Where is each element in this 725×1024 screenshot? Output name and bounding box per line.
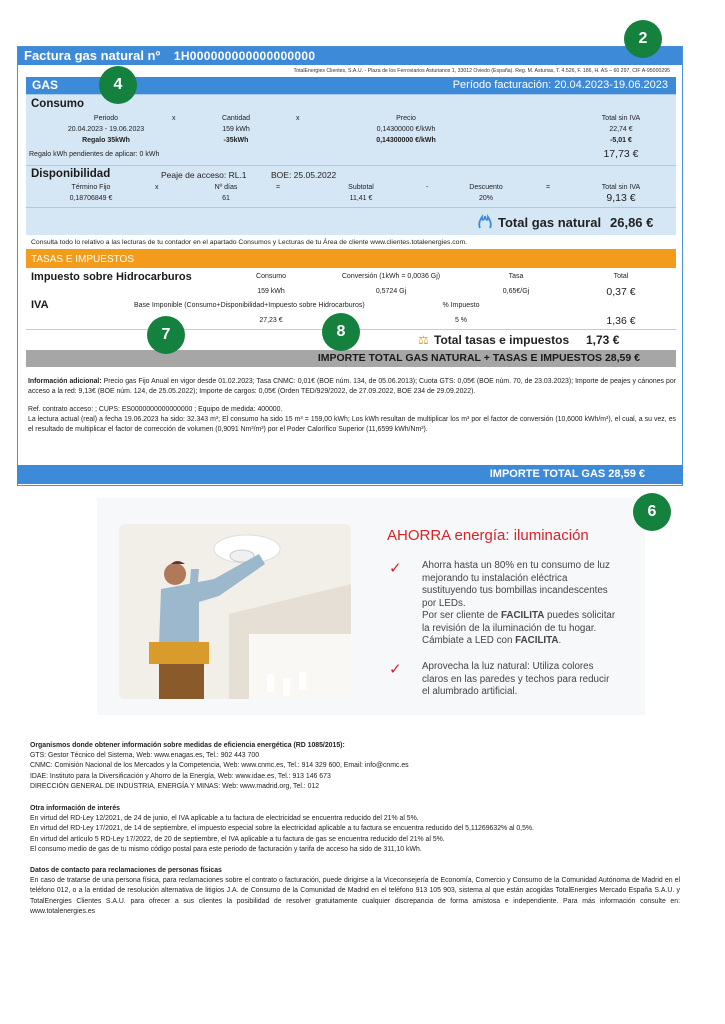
facilita-brand: FACILITA xyxy=(500,610,545,621)
termino-fijo-value: 0,18706849 € xyxy=(69,195,113,202)
promo-line: claros en las paredes y techos para reducir xyxy=(422,673,610,685)
other-info-item: El consumo medio de gas de tu mismo código postal para este periodo de facturación y tarifa de acceso ha sido de 311,10 kWh. xyxy=(30,845,422,853)
row1-total: 22,74 € xyxy=(609,126,633,133)
iva-total: 1,36 € xyxy=(606,315,636,327)
op-minus: - xyxy=(426,184,429,191)
additional-info-text: Precio gas Fijo Anual en vigor desde 01.02.2023; Tasa CNMC: 0,01€ (BOE núm. 134, de 05.06.2013); Cuota GTS: 0,05€ (BOE núm. 70, de 23.03.2023); Importe de peajes y cánones por acceso a la red: 9,13€ (BOE núm. 124, de 25.05.2022); Importe de cargos: 0,05€ (Orden TED/929/2022, de 27.09.2022, BOE 234 de 29.09.2022). xyxy=(28,378,676,395)
promo-text: puedes solicitar xyxy=(544,610,616,621)
promo-line: por LEDs. xyxy=(422,597,466,609)
op-x2: x xyxy=(296,115,300,122)
additional-info-label: Información adicional: xyxy=(28,378,102,385)
invoice-title: Factura gas natural nº xyxy=(24,48,161,63)
consumo-title: Consumo xyxy=(31,98,85,110)
peaje-acceso: Peaje de acceso: RL.1 xyxy=(161,170,247,180)
importe-total-gas-tasas: IMPORTE TOTAL GAS NATURAL + TASAS E IMPUESTOS 28,59 € xyxy=(26,350,676,367)
contract-reference: Ref. contrato acceso: ; CUPS: ES0000000000000000 ; Equipo de medida: 400000. xyxy=(28,406,283,413)
consumo-subtotal: 17,73 € xyxy=(603,148,639,160)
other-info xyxy=(30,804,680,855)
promo-line: sustituyendo tus bombillas incandescentes xyxy=(422,585,608,596)
descuento-value: 20% xyxy=(478,195,493,202)
boe-date: BOE: 25.05.2022 xyxy=(271,170,337,180)
promo-bullet-1 xyxy=(422,560,615,648)
tasas-header: TASAS E IMPUESTOS xyxy=(26,251,676,268)
pending-gift-note: Regalo kWh pendientes de aplicar: 0 kWh xyxy=(29,151,160,158)
annotation-badge-8: 8 xyxy=(322,313,360,351)
op-eq2: = xyxy=(546,184,551,191)
hidro-tasa: 0,65€/Gj xyxy=(502,288,530,295)
electrician-installing-ceiling-light-photo xyxy=(119,524,351,699)
op-x: x xyxy=(155,184,159,191)
annotation-badge-6: 6 xyxy=(633,493,671,531)
iva-title: IVA xyxy=(31,299,49,311)
col-consumo: Consumo xyxy=(256,273,286,280)
promo-text: . xyxy=(558,635,562,646)
row2-cantidad: -35kWh xyxy=(223,137,249,144)
total-tasas-value: 1,73 € xyxy=(586,333,620,347)
col-conversion: Conversión (1kWh = 0,0036 Gj) xyxy=(341,273,441,280)
row1-cantidad: 159 kWh xyxy=(222,126,250,133)
total-gas-value: 26,86 € xyxy=(610,215,654,230)
col-tasa: Tasa xyxy=(508,273,524,280)
promo-line xyxy=(422,635,615,648)
col-precio: Precio xyxy=(396,115,416,122)
hidrocarburos-title: Impuesto sobre Hidrocarburos xyxy=(31,271,192,283)
col-dias: Nº días xyxy=(214,184,238,191)
hidro-consumo: 159 kWh xyxy=(257,288,285,295)
total-gas-row xyxy=(26,207,676,235)
organism-item: IDAE: Instituto para la Diversificación y Ahorro de la Energía, Web: www.idae.es, Tel.: 913 146 673 xyxy=(30,772,331,780)
total-tasas-label: Total tasas e impuestos xyxy=(434,333,570,347)
gas-flame-icon xyxy=(478,214,492,235)
promo-line: mejorando tu instalación eléctrica xyxy=(422,572,568,584)
readings-note: Consulta todo lo relativo a las lecturas de tu contador en el apartado Consumos y Lecturas de tu Área de cliente www.clientes.totalenergies.com. xyxy=(26,235,676,251)
complaints-title: Datos de contacto para reclamaciones de personas físicas xyxy=(30,867,222,874)
organisms-title: Organismos donde obtener información sobre medidas de eficiencia energética (RD 1085/2015): xyxy=(30,742,345,749)
meter-reading-info: La lectura actual (real) a fecha 19.06.2023 ha sido: 32.343 m³; El consumo ha sido 15 m³ = 159,00 kWh; Los kWh resultan de multiplicar los m³ por el factor de conversión (10,6000 kWh/m³), el cual, a su vez, es el resultado de multiplicar el factor de corrección de volumen (0,9091 Nm³/m³) por el Poder Calorífico Superior (11,6599 kWh/Nm³). xyxy=(28,416,676,433)
annotation-badge-4: 4 xyxy=(99,66,137,104)
hidro-total: 0,37 € xyxy=(606,286,636,298)
other-info-item: En virtud del RD-Ley 17/2021, de 14 de septiembre, el impuesto especial sobre la electricidad aplicable a tu factura se encuentra reducido del 5,11269632% al 0,5%. xyxy=(30,825,534,833)
promo-bullet-2 xyxy=(422,661,609,699)
promo-title: AHORRA energía: iluminación xyxy=(387,527,589,544)
complaints-contact xyxy=(30,866,680,917)
col-total: Total sin IVA xyxy=(601,115,641,122)
dias-value: 61 xyxy=(222,195,230,202)
promo-line: la revisión de la iluminación de tu hogar. xyxy=(422,622,597,634)
consumo-section xyxy=(26,94,676,165)
checkmark-icon: ✓ xyxy=(389,560,402,577)
row1-periodo: 20.04.2023 - 19.06.2023 xyxy=(67,126,145,133)
facilita-brand: FACILITA xyxy=(515,635,559,646)
row1-precio: 0,14300000 €/kWh xyxy=(376,126,436,133)
iva-pct: 5 % xyxy=(454,317,468,324)
other-info-title: Otra información de interés xyxy=(30,805,120,812)
annotation-badge-2: 2 xyxy=(624,20,662,58)
col-pct-impuesto: % Impuesto xyxy=(442,302,480,309)
annotation-badge-7: 7 xyxy=(147,316,185,354)
promo-line: Ahorra hasta un 80% en tu consumo de luz xyxy=(422,560,610,571)
checkmark-icon: ✓ xyxy=(389,661,402,678)
row2-precio: 0,14300000 €/kWh xyxy=(376,137,436,144)
company-info: TotalEnergies Clientes, S.A.U. - Plaza de los Ferroviarios Asturianos 1, 33012 Oviedo (España). Reg. M. Asturias, T. 4.526, F. 186, H. AS – 60 297, CIF A-95000295 xyxy=(293,68,670,74)
scales-icon: ⚖ xyxy=(418,333,429,347)
energy-saving-promo xyxy=(97,498,645,715)
gas-invoice xyxy=(17,46,683,486)
iva-base: 27,23 € xyxy=(259,317,283,324)
promo-line xyxy=(422,610,615,623)
invoice-title-bar xyxy=(18,47,682,65)
col-total-disp: Total sin IVA xyxy=(601,184,641,191)
promo-line: el alumbrado artificial. xyxy=(422,686,518,697)
col-total-tasas: Total xyxy=(613,273,629,280)
organism-item: CNMC: Comisión Nacional de los Mercados y la Competencia, Web: www.cnmc.es, Tel.: 914 329 600, Email: info@cnmc.es xyxy=(30,762,409,770)
col-termino-fijo: Término Fijo xyxy=(71,184,111,191)
op-eq1: = xyxy=(276,184,281,191)
importe-total-gas: IMPORTE TOTAL GAS 28,59 € xyxy=(17,465,683,484)
col-subtotal: Subtotal xyxy=(348,184,374,191)
col-cantidad: Cantidad xyxy=(221,115,251,122)
billing-period: Período facturación: 20.04.2023-19.06.2023 xyxy=(452,79,668,91)
organism-item: GTS: Gestor Técnico del Sistema, Web: www.enagas.es, Tel.: 902 443 700 xyxy=(30,752,260,760)
disponibilidad-total: 9,13 € xyxy=(606,192,636,204)
promo-text: Por ser cliente de xyxy=(422,610,501,621)
row2-periodo: Regalo 35kWh xyxy=(82,137,130,144)
subtotal-value: 11,41 € xyxy=(349,195,373,202)
other-info-item: En virtud del RD-Ley 12/2021, de 24 de junio, el IVA aplicable a tu factura de electricidad se encuentra reducido del 21% al 5%. xyxy=(30,815,419,823)
disponibilidad-title: Disponibilidad xyxy=(31,168,111,180)
col-periodo: Periodo xyxy=(93,115,119,122)
organism-item: DIRECCIÓN GENERAL DE INDUSTRIA, ENERGÍA Y MINAS: Web: www.madrid.org, Tel.: 012 xyxy=(30,782,320,790)
promo-text: Cámbiate a LED con xyxy=(422,635,516,646)
complaints-text: En caso de tratarse de una persona física, para reclamaciones sobre el contrato o facturación, puede dirigirse a la Viceconsejería de Economía, Comercio y Consumo de la Comunidad Autónoma de Madrid en el teléfono 012, o a la entidad de resolución alternativa de litigios J.A. de Consumo de la Comunidad de Madrid en el teléfono 913 105 903, sistema al que están acogidas TotalEnergies Mercado España S.A.U. y TotalEnergies Clientes S.A.U. para ofrecer a sus clientes la posibilidad de resolver gratuitamente cualquier discrepancia de forma amistosa e independiente. Para más información consulte en: www.totalenergies.es xyxy=(30,877,680,915)
gas-label: GAS xyxy=(32,78,59,92)
col-base-imponible: Base Imponible (Consumo+Disponibilidad+Impuesto sobre Hidrocarburos) xyxy=(134,302,365,309)
row2-total: -5,01 € xyxy=(610,137,632,144)
op-x1: x xyxy=(172,115,176,122)
disponibilidad-section xyxy=(26,165,676,207)
other-info-item: En virtud del artículo 5 RD-Ley 17/2022, de 20 de septiembre, el IVA aplicable a tu factura de gas se encuentra reducido del 21% al 5%. xyxy=(30,835,445,843)
invoice-number: 1H000000000000000000 xyxy=(173,49,316,63)
col-descuento: Descuento xyxy=(469,184,503,191)
efficiency-organisms xyxy=(30,741,680,792)
hidro-conversion: 0,5724 Gj xyxy=(375,288,407,295)
total-gas-label: Total gas natural xyxy=(498,215,602,230)
additional-info xyxy=(28,377,676,397)
promo-line: Aprovecha la luz natural: Utiliza colores xyxy=(422,661,594,672)
